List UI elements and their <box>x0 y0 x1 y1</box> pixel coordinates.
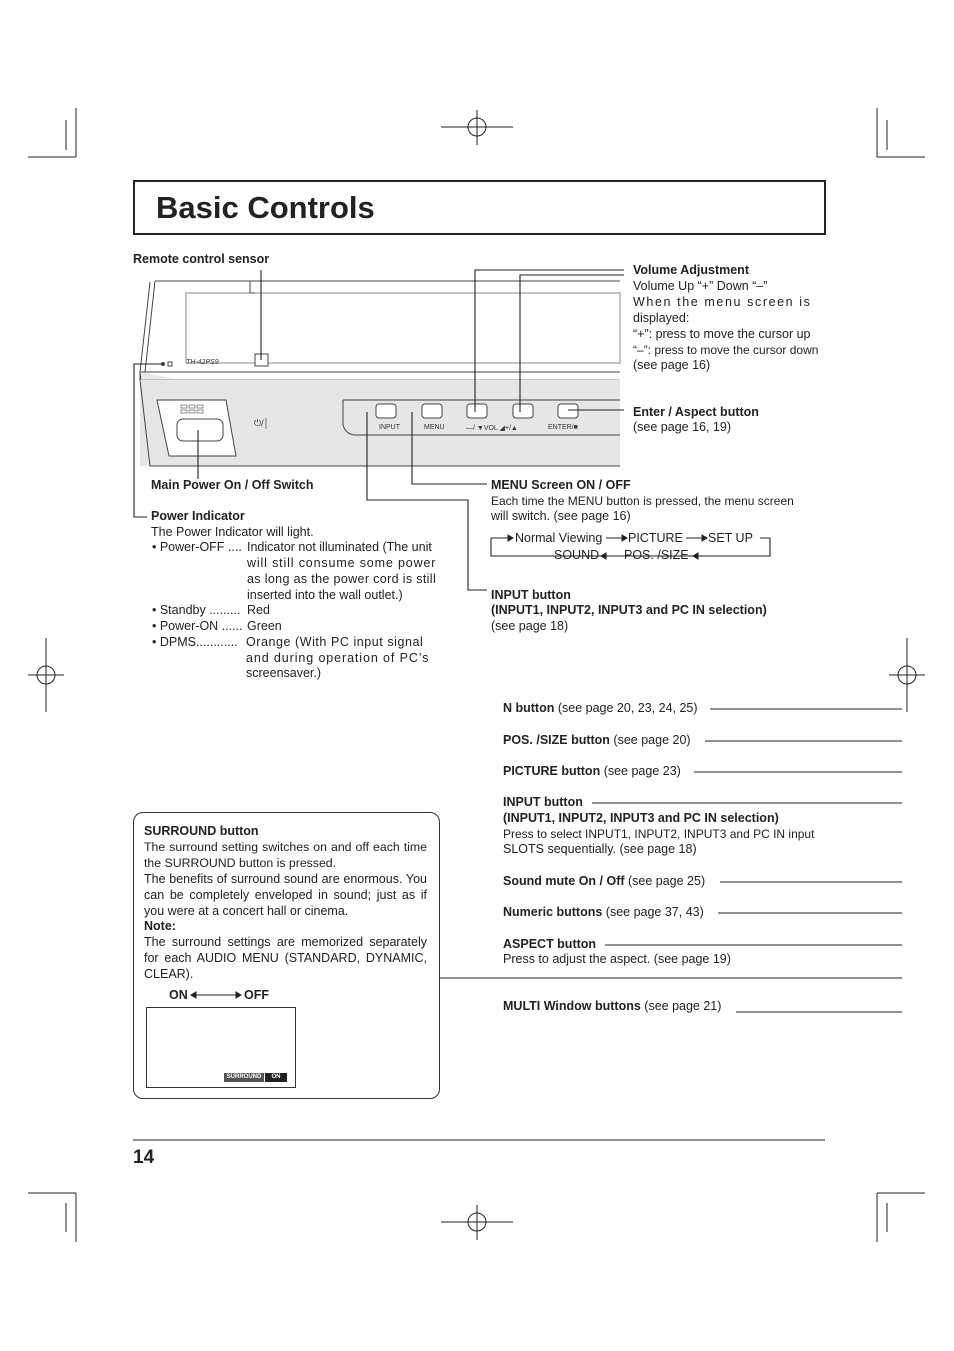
numeric-label: Numeric buttons (see page 37, 43) <box>503 905 704 919</box>
menu-screen-line1: Each time the MENU button is pressed, the menu screen <box>491 494 794 508</box>
volume-line3: displayed: <box>633 311 690 325</box>
surround-p1: The surround setting switches on and off each time the SURROUND button is pressed. <box>144 840 427 870</box>
indicator-dpms-line: Orange (With PC input signal <box>246 635 424 649</box>
n-button-label: N button (see page 20, 23, 24, 25) <box>503 701 698 715</box>
remote-input-line2: SLOTS sequentially. (see page 18) <box>503 842 697 856</box>
indicator-off-line: as long as the power cord is still <box>247 572 437 586</box>
indicator-off-line: will still consume some power <box>247 556 437 570</box>
page-title: Basic Controls <box>156 190 375 225</box>
indicator-dpms-label: • DPMS............ <box>152 635 238 649</box>
enter-aspect-ref: (see page 16, 19) <box>633 420 731 434</box>
input-callout-title: INPUT button <box>491 588 571 602</box>
flow-sound: SOUND <box>554 548 600 562</box>
osd-surround-value: ON <box>265 1073 287 1082</box>
surround-title: SURROUND button <box>144 824 259 838</box>
surround-note: The surround settings are memorized separately for each AUDIO MENU (STANDARD, DYNAMIC, CLEAR). <box>144 935 427 981</box>
remote-input-label: INPUT button <box>503 795 583 809</box>
aspect-line: Press to adjust the aspect. (see page 19) <box>503 952 731 966</box>
flow-normal: Normal Viewing <box>515 531 603 545</box>
aspect-label: ASPECT button <box>503 937 597 951</box>
surround-p2: The benefits of surround sound are enormous. You can be completely enveloped in sound; just as if you were at a concert hall or cinema. <box>144 872 427 918</box>
surround-note-label: Note: <box>144 919 176 933</box>
input-callout-subtitle: (INPUT1, INPUT2, INPUT3 and PC IN selection) <box>491 603 767 617</box>
power-indicator-intro: The Power Indicator will light. <box>151 525 314 539</box>
indicator-standby-value: Red <box>247 603 270 617</box>
remote-sensor-label: Remote control sensor <box>133 252 270 266</box>
indicator-off-line: inserted into the wall outlet.) <box>247 588 403 602</box>
flow-setup: SET UP <box>708 531 753 545</box>
indicator-standby-label: • Standby ......... <box>152 603 241 617</box>
input-callout-ref: (see page 18) <box>491 619 569 633</box>
model-label: TH-42PS9 <box>186 359 219 366</box>
volume-line2: When the menu screen is <box>633 295 812 309</box>
remote-input-subtitle: (INPUT1, INPUT2, INPUT3 and PC IN selection) <box>503 811 779 825</box>
picture-label: PICTURE button (see page 23) <box>503 764 681 778</box>
volume-title: Volume Adjustment <box>633 263 749 277</box>
page-number: 14 <box>133 1147 155 1168</box>
volume-line6: (see page 16) <box>633 358 711 372</box>
indicator-dpms-line: screensaver.) <box>246 666 322 680</box>
indicator-dpms-line: and during operation of PC’s <box>246 651 430 665</box>
main-power-label: Main Power On / Off Switch <box>151 478 314 492</box>
mute-label: Sound mute On / Off (see page 25) <box>503 874 706 888</box>
flow-picture: PICTURE <box>628 531 683 545</box>
power-symbol: ⏻/│ <box>254 418 270 428</box>
enter-aspect-title: Enter / Aspect button <box>633 405 759 419</box>
volume-line4: “+”: press to move the cursor up <box>633 327 811 341</box>
title-box <box>133 180 826 235</box>
menu-key-label: MENU <box>424 424 445 431</box>
indicator-off-line: Indicator not illuminated (The unit <box>247 540 432 554</box>
input-key-label: INPUT <box>379 424 400 431</box>
menu-screen-title: MENU Screen ON / OFF <box>491 478 631 492</box>
osd-surround-label: SURROUND <box>224 1073 264 1082</box>
vol-key-label: —/ ▼VOL ◢+/▲ <box>466 425 518 432</box>
indicator-off-label: • Power-OFF .... <box>152 540 242 554</box>
surround-off-label: OFF <box>244 988 269 1002</box>
flow-pos-size: POS. /SIZE <box>624 548 689 562</box>
panel-drawing <box>140 281 620 466</box>
surround-on-label: ON <box>169 988 188 1002</box>
indicator-on-value: Green <box>247 619 282 633</box>
volume-line5: “–”: press to move the cursor down <box>633 343 819 357</box>
pos-size-label: POS. /SIZE button (see page 20) <box>503 733 691 747</box>
remote-input-line1: Press to select INPUT1, INPUT2, INPUT3 and PC IN input <box>503 827 815 841</box>
indicator-on-label: • Power-ON ...... <box>152 619 243 633</box>
enter-key-label: ENTER/■ <box>548 424 578 431</box>
volume-line1: Volume Up “+” Down “–” <box>633 279 768 293</box>
multi-window-label: MULTI Window buttons (see page 21) <box>503 999 722 1013</box>
power-indicator-title: Power Indicator <box>151 509 245 523</box>
menu-screen-line2: will switch. (see page 16) <box>491 509 631 523</box>
